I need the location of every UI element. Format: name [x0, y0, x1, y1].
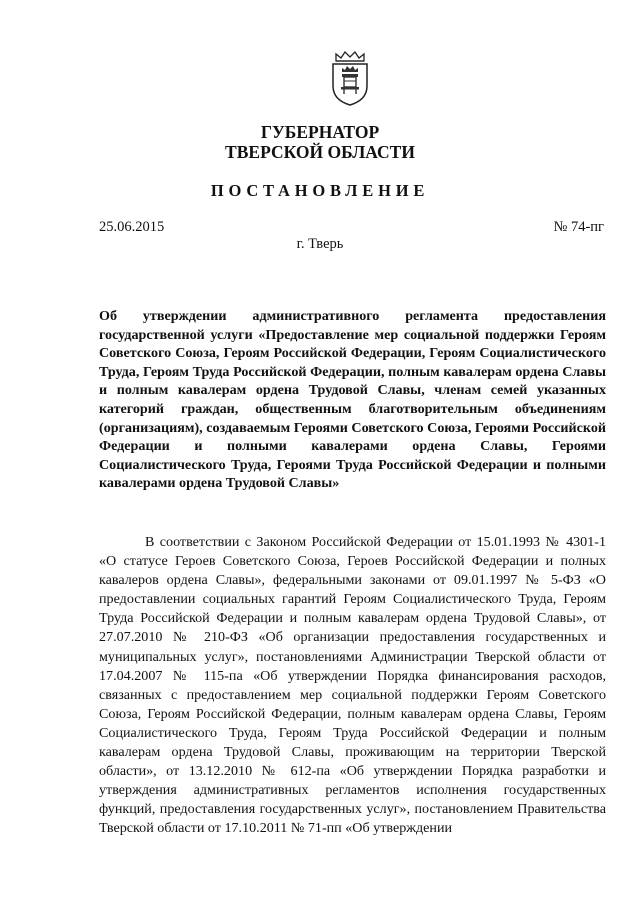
document-date: 25.06.2015 [99, 219, 165, 235]
issuer-title: ГУБЕРНАТОР [260, 122, 380, 142]
document-city: г. Тверь [296, 236, 344, 252]
document-number: № 74-пг [553, 219, 604, 235]
issuer-region: ТВЕРСКОЙ ОБЛАСТИ [225, 142, 415, 162]
document-body: В соответствии с Законом Российской Федерации от 15.01.1993 № 4301-1 «О статусе Героев Советского Союза, Героев Российской Федерации и полных кавалеров ордена Славы», федеральными законами от 09.01.1997 № 5-ФЗ «О предоставлении социальных гарантий Героям Социалистического Труда, Героям Труда Российской Федерации и полным кавалерам ордена Трудовой Славы», от 27.07.2010 № 210-ФЗ «Об организации предоставления государственных и муниципальных услуг», постановлениями Администрации Тверской области от 17.04.2007 № 115-па «Об утверждении Порядка финансирования расходов, связанных с предоставлением мер социальной поддержки Героям Советского Союза, Героям Российской Федерации, полным кавалерам ордена Славы, Героям Социалистического Труда, Героям Труда Российской Федерации и полным кавалерам ордена Трудовой Славы, проживающим на территории Тверской области», от 13.12.2010 № 612-па «Об утверждении Порядка разработки и утверждения административных регламентов исполнения государственных функций, предоставления государственных услуг», постановлением Правительства Тверской области от 17.10.2011 № 71-пп «Об утверждении [99, 534, 606, 837]
document-type: ПОСТАНОВЛЕНИЕ [210, 181, 430, 200]
document-subject: Об утверждении административного регламента предоставления государственной услуги «Предоставление мер социальной поддержки Героям Советского Союза, Героям Российской Федерации, Героям Социалистического Труда, Героям Труда Российской Федерации, полным кавалерам ордена Славы и полным кавалерам ордена Трудовой Славы, членам семей указанных категорий граждан, общественным благотворительным объединениям (организациям), создаваемым Героями Советского Союза, Героями Российской Федерации и полными кавалерами ордена Славы, Героями Социалистического Труда, Героями Труда Российской Федерации и полными кавалерами ордена Трудовой Славы» [99, 308, 606, 492]
tver-coat-of-arms-icon [327, 50, 373, 106]
